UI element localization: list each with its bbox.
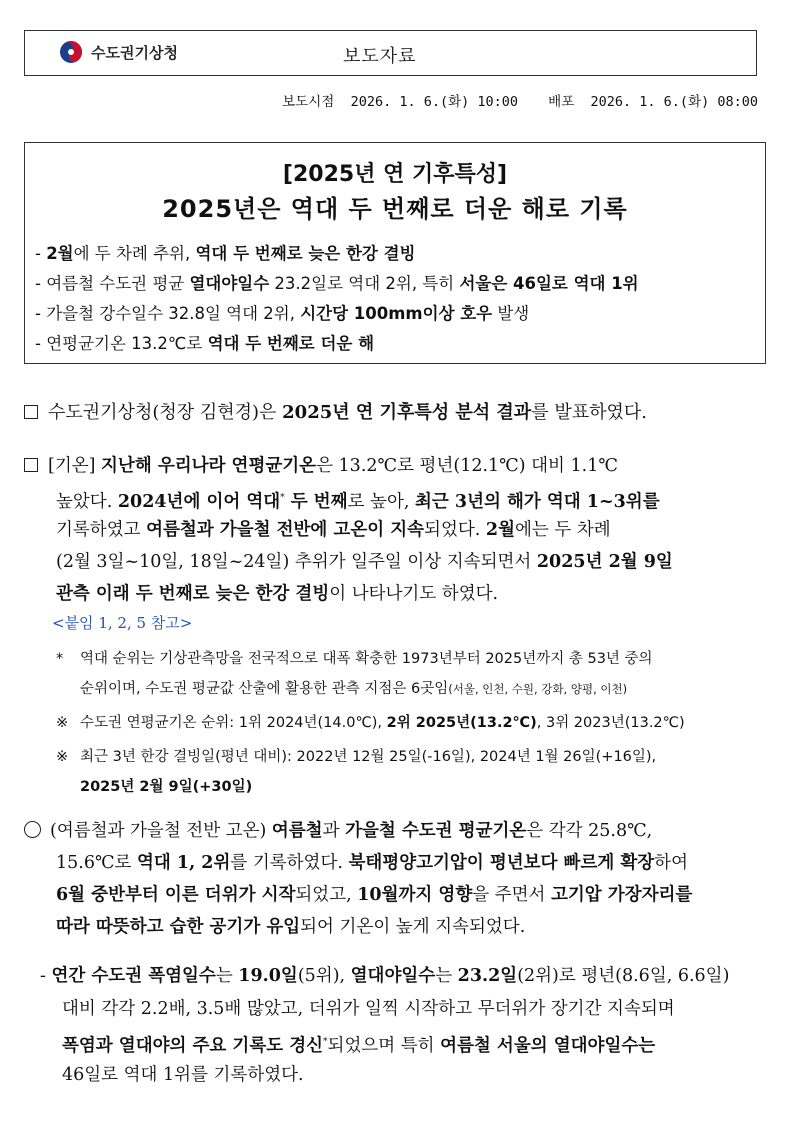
- square-bullet-icon: [24, 458, 38, 472]
- agency-name: 수도권기상청: [91, 43, 178, 62]
- footnote: ※ 수도권 연평균기온 순위: 1위 2024년(14.0℃), 2위 2025년(13.2℃), 3위 2023년(13.2℃): [56, 715, 685, 731]
- summary-title-line1: [2025년 연 기후특성]: [282, 162, 508, 187]
- press-release-title: 보도자료: [343, 46, 417, 67]
- agency-logo: [59, 40, 178, 64]
- summary-bullet: - 연평균기온 13.2℃로 역대 두 번째로 더운 해: [35, 334, 375, 353]
- paragraph-heatwave: - 연간 수도권 폭염일수는 19.0일(5위), 열대야일수는 23.2일(2위)로 평년(8.6일, 6.6일) 대비 각각 2.2배, 3.5배 많았고, 더위가 일찍 시작하고 무더위가 장기간 지속되며 폭염과 열대야의 주요 기록도 경신*되었으며 특히 여름철 서울의 열대야일수는 46일로 역대 1위를 기록하였다.: [40, 966, 730, 1085]
- summary-box: [24, 142, 766, 364]
- summary-bullet: - 가을철 강수일수 32.8일 역대 2위, 시간당 100mm이상 호우 발생: [35, 304, 530, 323]
- square-bullet-icon: [24, 405, 38, 419]
- release-time-line: [282, 90, 758, 110]
- appendix-reference: <붙임 1, 2, 5 참고>: [52, 614, 193, 632]
- summary-bullets: [35, 239, 639, 359]
- circle-bullet-icon: [24, 821, 41, 838]
- embargo-label: 보도시점: [282, 94, 335, 110]
- footnote-continued: 순위이며, 수도권 평균값 산출에 활용한 관측 지점은 6곳임(서울, 인천, 수원, 강화, 양평, 이천): [80, 681, 628, 697]
- summary-bullet: - 여름철 수도권 평균 열대야일수 23.2일로 역대 2위, 특히 서울은 46일로 역대 1위: [35, 274, 639, 293]
- footnote-continued: 2025년 2월 9일(+30일): [80, 779, 253, 795]
- footnote: * 역대 순위는 기상관측망을 전국적으로 대폭 확충한 1973년부터 2025년까지 총 53년 중의: [56, 651, 653, 667]
- distribution-label: 배포: [548, 94, 575, 110]
- footnote: ※ 최근 3년 한강 결빙일(평년 대비): 2022년 12월 25일(-16일), 2024년 1월 26일(+16일),: [56, 749, 657, 765]
- header-box: [24, 30, 757, 76]
- paragraph-intro: 수도권기상청(청장 김현경)은 2025년 연 기후특성 분석 결과를 발표하였다.: [24, 397, 769, 429]
- paragraph-summer-autumn: (여름철과 가을철 전반 고온) 여름철과 가을철 수도권 평균기온은 각각 25.8℃, 15.6℃로 역대 1, 2위를 기록하였다. 북태평양고기압이 평년보다 빠르게 확장하여 6월 중반부터 이른 더위가 시작되었고, 10월까지 영향을 주면서 고기압 가장자리를 따라 따뜻하고 습한 공기가 유입되어 기온이 높게 지속되었다.: [24, 815, 769, 943]
- embargo-value: 2026. 1. 6.(화) 10:00: [350, 94, 519, 110]
- distribution-value: 2026. 1. 6.(화) 08:00: [590, 94, 758, 110]
- summary-bullet: - 2월에 두 차례 추위, 역대 두 번째로 늦은 한강 결빙: [35, 244, 416, 263]
- taegeuk-emblem-icon: [59, 40, 83, 64]
- footnotes: [56, 644, 685, 802]
- summary-title-line2: 2025년은 역대 두 번째로 더운 해로 기록: [162, 195, 628, 223]
- paragraph-temperature: [기온] 지난해 우리나라 연평균기온은 13.2℃로 평년(12.1℃) 대비 1.1℃ 높았다. 2024년에 이어 역대* 두 번째로 높아, 최근 3년의 해가 역대 1~3위를 기록하였고 여름철과 가을철 전반에 고온이 지속되었다. 2월에는 두 차례 (2월 3일~10일, 18일~24일) 추위가 일주일 이상 지속되면서 2025년 2월 9일 관측 이래 두 번째로 늦은 한강 결빙이 나타나기도 하였다.: [24, 450, 769, 610]
